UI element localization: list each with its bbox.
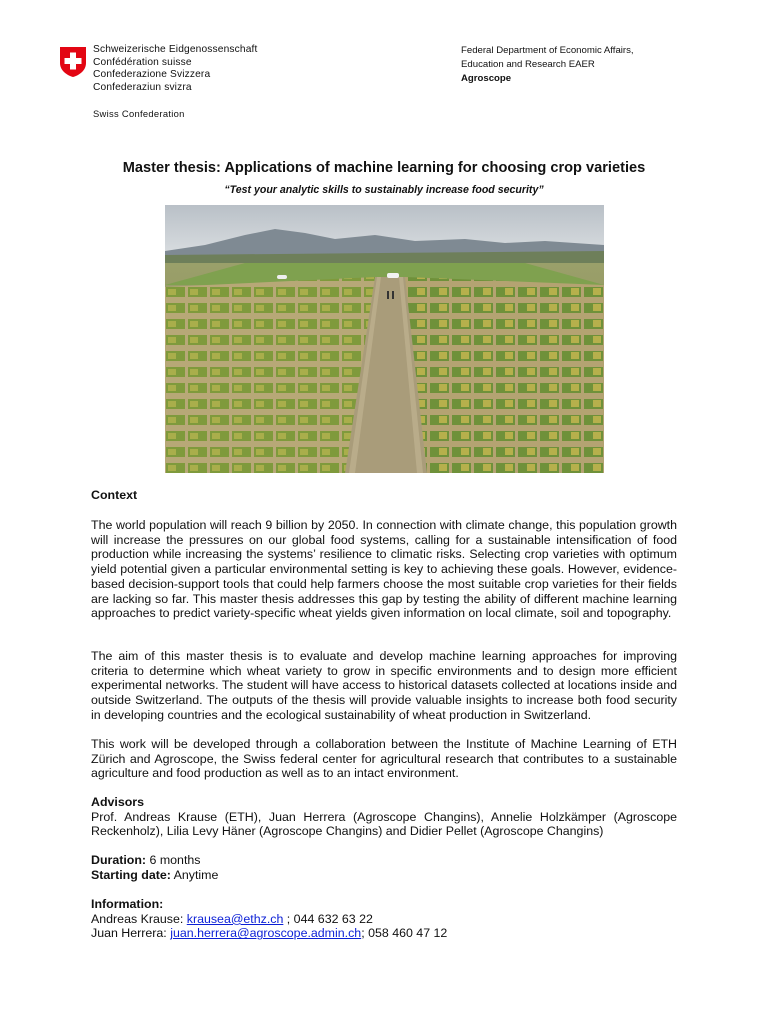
context-paragraph-3-block [91,737,677,781]
information-heading: Information: [91,897,164,911]
duration-label: Duration: [91,853,147,867]
advisors-heading: Advisors [91,795,145,809]
confederation-names [93,44,258,94]
contact-krause-phone: ; 044 632 63 22 [283,911,373,926]
confederation-name-it: Confederazione Svizzera [93,69,211,81]
department-line-1: Federal Department of Economic Affairs, [461,45,634,56]
contact-krause-name: Andreas Krause: [91,911,187,926]
starting-date-label: Starting date: [91,867,171,882]
context-heading: Context [91,488,138,502]
confederation-name-de: Schweizerische Eidgenossenschaft [93,44,258,55]
duration-value: 6 months [146,853,201,867]
swiss-cross-logo-icon [59,46,87,78]
contact-herrera-phone: ; 058 460 47 12 [361,926,448,941]
advisors-section [91,795,677,839]
starting-date-line [91,868,677,883]
page-subtitle: “Test your analytic skills to sustainably increase food security” [224,184,544,196]
advisors-text: Prof. Andreas Krause (ETH), Juan Herrera (Agroscope Changins), Annelie Holzkämper (Agroscope Reckenholz), Lilia Levy Häner (Agroscope Changins) and Didier Pellet (Agroscope Changins) [91,809,677,839]
context-section [91,488,677,503]
context-paragraph-1: The world population will reach 9 billion by 2050. In connection with climate change, this population growth will increase the pressures on our global food systems, calling for a sustainable intensification of food production while increasing the systems’ resilience to climatic risks. Selecting crop varieties with optimum yield potential given a particular environmental setting is key to achieving these goals. However, evidence-based decision-support tools that could help farmers choose the most suitable crop varieties for their fields are lacking so far. This master thesis addresses this gap by testing the ability of different machine learning approaches to predict variety-specific wheat yields given information on local climate, soil and topography. [91,518,677,621]
contact-krause-email-link[interactable]: krausea@ethz.ch [186,911,284,926]
field-trial-photo [165,205,604,473]
information-section [91,897,677,941]
confederation-name-rm: Confederaziun svizra [93,81,192,93]
department-line-2: Education and Research EAER [461,58,595,70]
contact-herrera-name: Juan Herrera: [91,926,171,941]
duration-section [91,853,677,882]
swiss-confederation-label: Swiss Confederation [93,108,185,119]
context-paragraph-2: The aim of this master thesis is to evaluate and develop machine learning approaches for improving criteria to determine which wheat variety to grow in specific environments and to design more efficient experimental networks. The student will have access to historical datasets collected at locations inside and outside Switzerland. The outputs of the thesis will provide valuable insights to increase both food security in developing countries and the ecological sustainability of wheat production in Switzerland. [91,649,677,722]
context-paragraph-2-block [91,649,677,723]
starting-date-value: Anytime [170,867,219,882]
contact-krause [91,912,677,927]
page-title: Master thesis: Applications of machine learning for choosing crop varieties [122,160,646,176]
contact-herrera-email-link[interactable]: juan.herrera@agroscope.admin.ch [170,926,362,941]
duration-line [91,853,677,868]
context-paragraph-3: This work will be developed through a collaboration between the Institute of Machine Learning of ETH Zürich and Agroscope, the Swiss federal center for agricultural research that contributes to a sustainable agriculture and food production as well as to an intact environment. [91,737,677,781]
confederation-name-fr: Confédération suisse [93,56,192,68]
contact-herrera [91,926,677,941]
department-block [461,44,634,86]
context-paragraph-1-block [91,518,677,621]
agency-name: Agroscope [461,73,512,84]
